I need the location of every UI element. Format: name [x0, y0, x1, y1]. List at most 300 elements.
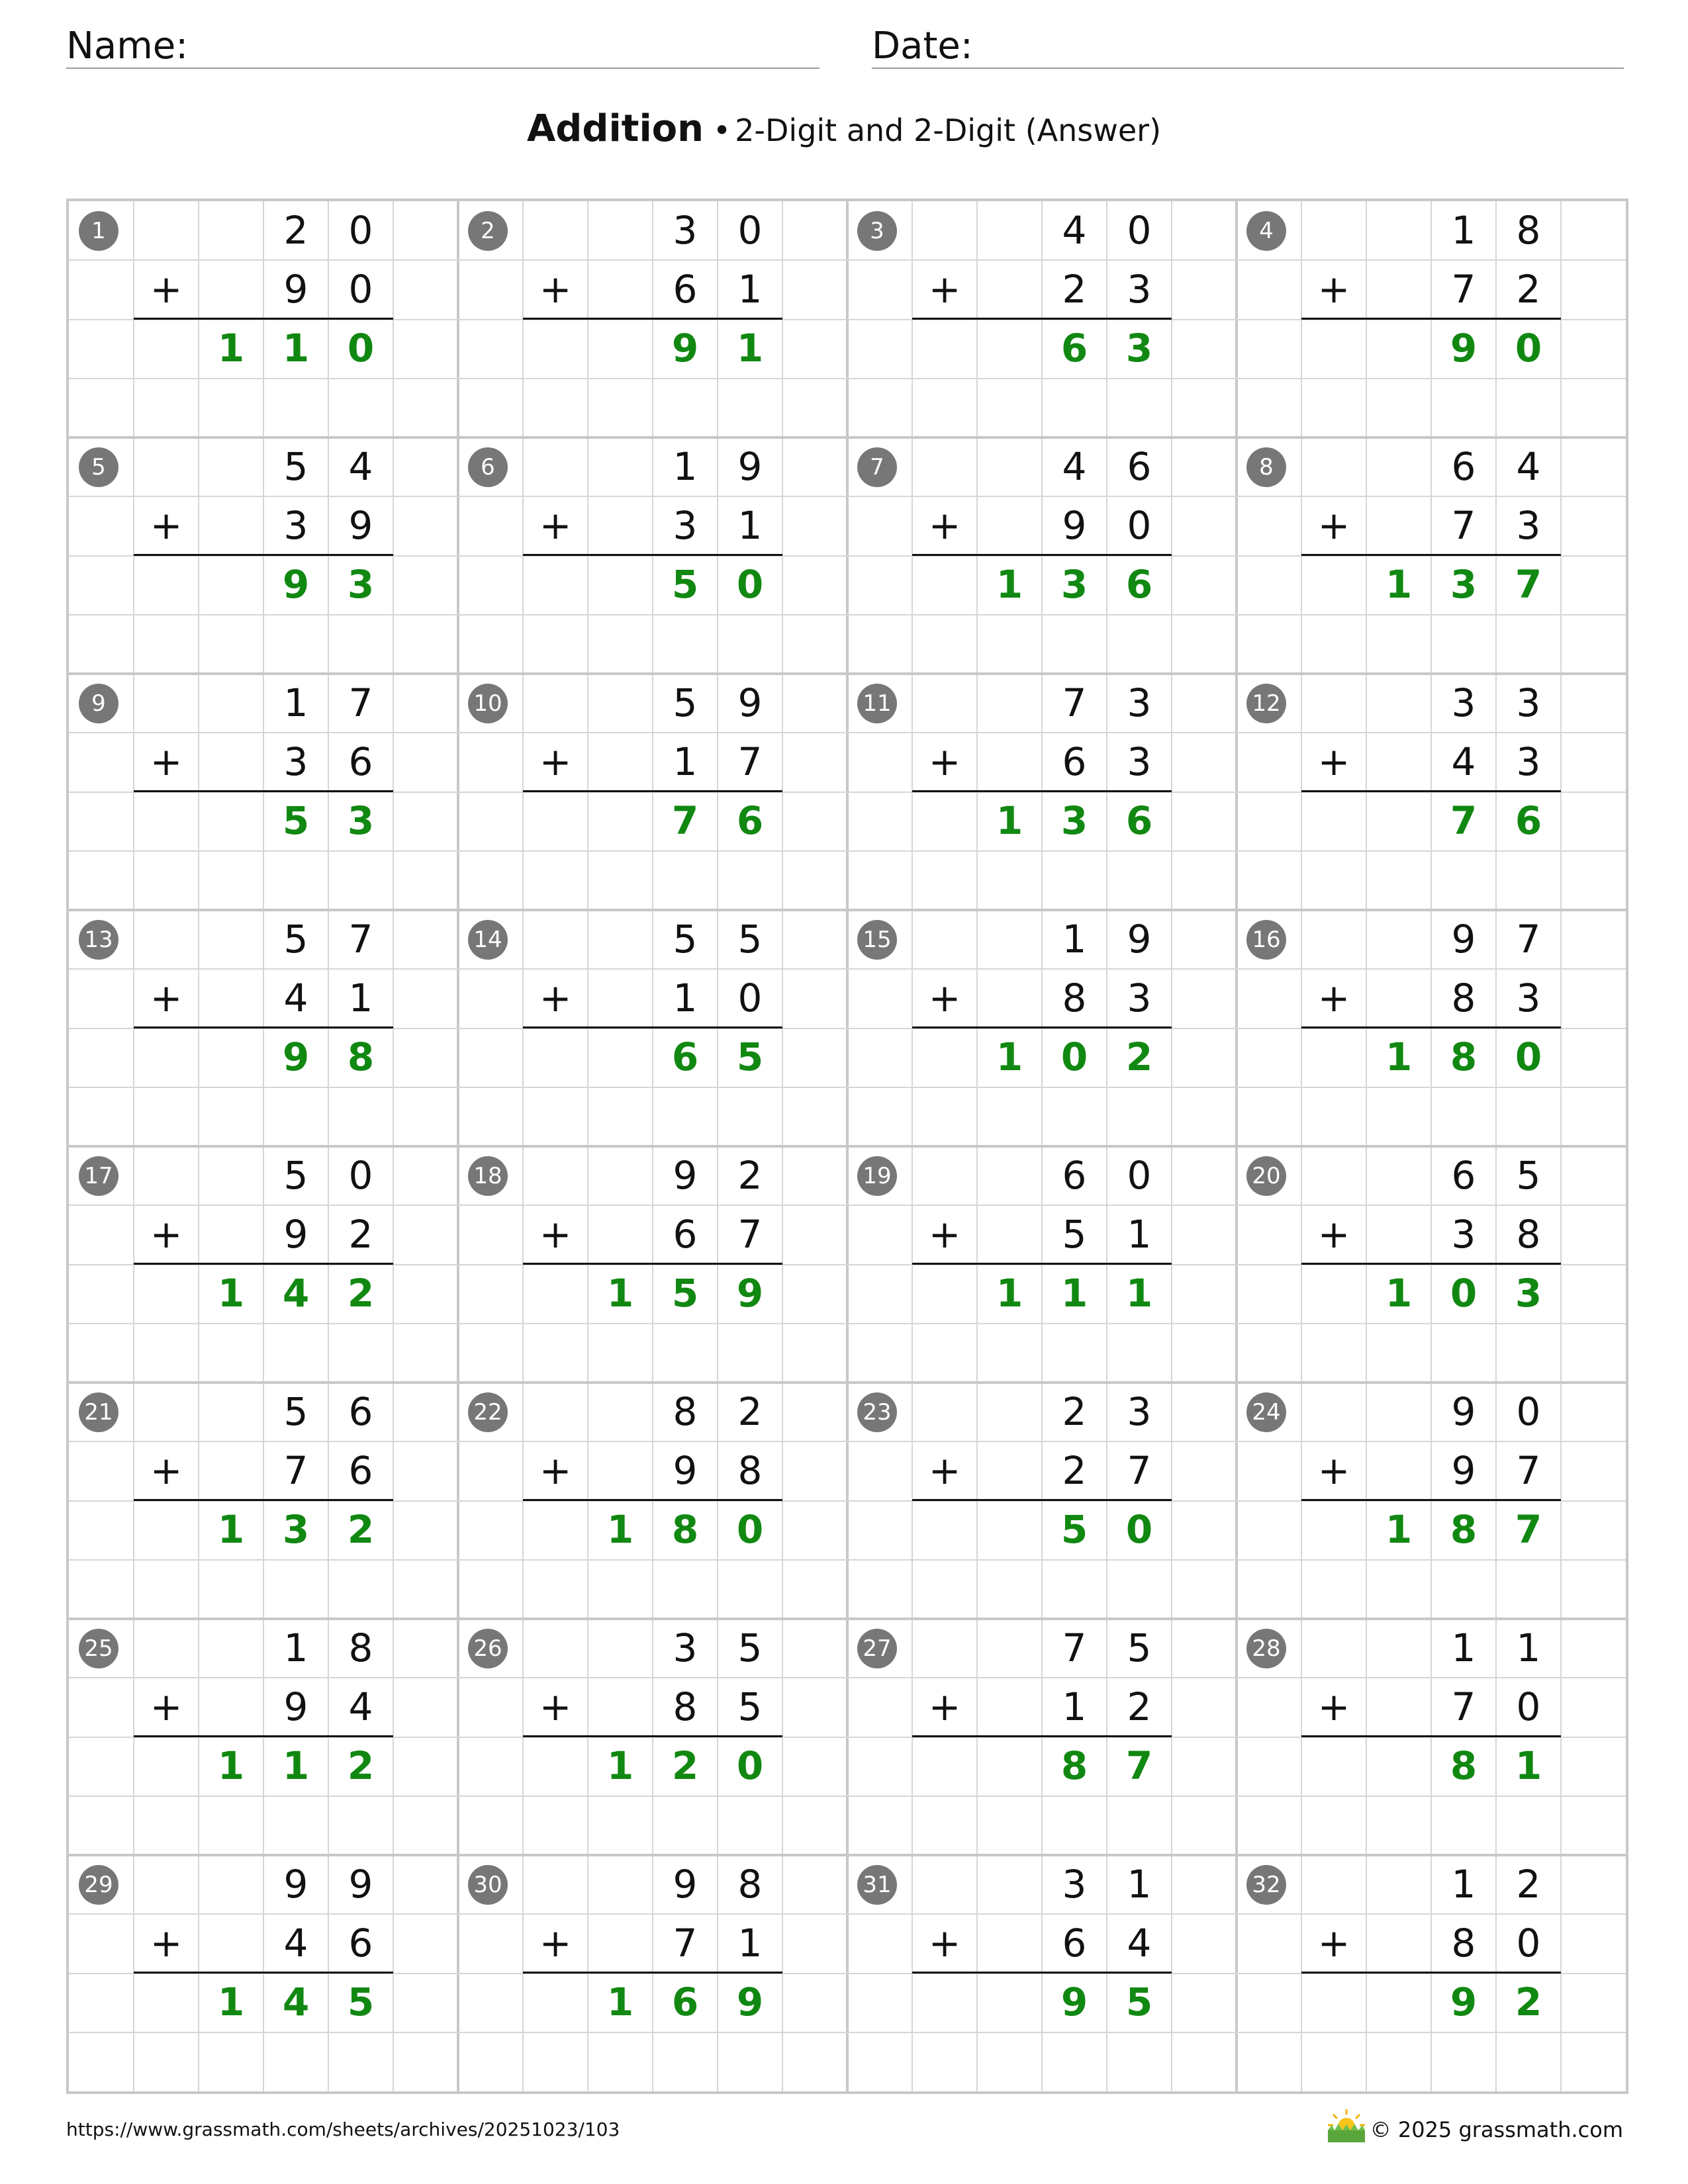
answer-digit: 2: [1125, 1034, 1153, 1079]
problem-13: [69, 910, 458, 1146]
problem-number-badge: 24: [1246, 1392, 1286, 1432]
problem-number-badge: 20: [1246, 1156, 1286, 1196]
answer-digit: 8: [1450, 1743, 1477, 1788]
addend-top-digit: 5: [1127, 1625, 1152, 1670]
answer-digit: 0: [1450, 1271, 1477, 1316]
plus-sign: +: [1317, 1921, 1350, 1966]
addend-top-digit: 2: [737, 1153, 763, 1198]
problem-32: [1237, 1855, 1626, 2091]
answer-digit: 3: [1060, 798, 1088, 843]
plus-sign: +: [1317, 503, 1350, 548]
answer-digit: 1: [217, 1271, 245, 1316]
problem-16: [1237, 910, 1626, 1146]
addend-bottom-digit: 0: [1127, 503, 1152, 548]
addend-bottom-digit: 2: [1062, 1448, 1087, 1493]
addend-bottom-digit: 9: [1062, 503, 1087, 548]
answer-digit: 1: [1125, 1271, 1153, 1316]
answer-digit: 3: [1450, 562, 1477, 607]
addend-top-digit: 1: [283, 680, 308, 725]
addend-bottom-digit: 0: [1516, 1684, 1541, 1729]
name-line: [66, 68, 820, 69]
problem-grid: [66, 199, 1628, 2094]
addend-bottom-digit: 1: [673, 739, 698, 784]
title-main: Addition: [526, 107, 704, 150]
answer-digit: 3: [347, 562, 375, 607]
problem-number-badge: 14: [468, 920, 508, 960]
answer-digit: 8: [347, 1034, 375, 1079]
problem-number-badge: 6: [468, 447, 508, 487]
answer-digit: 1: [217, 1979, 245, 2025]
problem-3: [847, 201, 1237, 437]
addend-top-digit: 1: [283, 1625, 308, 1670]
answer-digit: 6: [1125, 562, 1153, 607]
plus-sign: +: [150, 503, 183, 548]
addend-bottom-digit: 6: [348, 739, 373, 784]
addend-bottom-digit: 6: [673, 267, 698, 312]
addend-bottom-digit: 4: [283, 1921, 308, 1966]
answer-digit: 5: [282, 798, 310, 843]
problem-number-badge: 21: [79, 1392, 118, 1432]
answer-digit: 8: [671, 1507, 699, 1552]
answer-digit: 1: [606, 1743, 634, 1788]
answer-digit: 1: [996, 1034, 1023, 1079]
problem-25: [69, 1619, 458, 1855]
addend-bottom-digit: 1: [737, 1921, 763, 1966]
answer-digit: 0: [1515, 326, 1542, 371]
addend-top-digit: 0: [1516, 1389, 1541, 1434]
name-label: Name:: [66, 24, 189, 68]
plus-sign: +: [150, 739, 183, 784]
addend-top-digit: 9: [1451, 1389, 1476, 1434]
addend-top-digit: 6: [1451, 1153, 1476, 1198]
plus-sign: +: [928, 1921, 961, 1966]
addend-bottom-digit: 9: [283, 1212, 308, 1257]
problem-10: [458, 674, 847, 910]
footer-copyright: © 2025 grassmath.com: [1370, 2117, 1623, 2142]
answer-digit: 3: [1515, 1271, 1542, 1316]
problem-12: [1237, 674, 1626, 910]
plus-sign: +: [539, 503, 572, 548]
addend-bottom-digit: 3: [673, 503, 698, 548]
answer-digit: 9: [282, 1034, 310, 1079]
addend-top-digit: 9: [673, 1862, 698, 1907]
addend-top-digit: 0: [1127, 1153, 1152, 1198]
addend-bottom-digit: 2: [1127, 1684, 1152, 1729]
answer-digit: 1: [996, 798, 1023, 843]
grass-sun-logo-icon: [1325, 2108, 1368, 2145]
answer-digit: 1: [996, 1271, 1023, 1316]
problem-8: [1237, 437, 1626, 674]
problem-number-badge: 25: [79, 1629, 118, 1668]
plus-sign: +: [928, 1448, 961, 1493]
addend-top-digit: 3: [1062, 1862, 1087, 1907]
answer-digit: 1: [1060, 1271, 1088, 1316]
plus-sign: +: [1317, 267, 1350, 312]
plus-sign: +: [539, 1212, 572, 1257]
problem-2: [458, 201, 847, 437]
problem-11: [847, 674, 1237, 910]
answer-digit: 2: [671, 1743, 699, 1788]
plus-sign: +: [928, 267, 961, 312]
answer-digit: 7: [671, 798, 699, 843]
addend-top-digit: 0: [1127, 208, 1152, 253]
answer-digit: 2: [1515, 1979, 1542, 2025]
answer-digit: 5: [1125, 1979, 1153, 2025]
problem-5: [69, 437, 458, 674]
addend-top-digit: 2: [283, 208, 308, 253]
addend-top-digit: 5: [673, 917, 698, 962]
addend-bottom-digit: 7: [737, 739, 763, 784]
addend-top-digit: 4: [1516, 444, 1541, 489]
plus-sign: +: [1317, 1684, 1350, 1729]
addend-top-digit: 9: [1127, 917, 1152, 962]
addend-top-digit: 1: [673, 444, 698, 489]
answer-digit: 1: [606, 1271, 634, 1316]
answer-digit: 1: [282, 1743, 310, 1788]
answer-digit: 3: [1060, 562, 1088, 607]
problem-number-badge: 28: [1246, 1629, 1286, 1668]
addend-top-digit: 4: [1062, 444, 1087, 489]
addend-top-digit: 1: [1127, 1862, 1152, 1907]
addend-bottom-digit: 3: [283, 739, 308, 784]
addend-bottom-digit: 8: [1516, 1212, 1541, 1257]
addend-bottom-digit: 0: [737, 976, 763, 1021]
addend-top-digit: 6: [348, 1389, 373, 1434]
addend-bottom-digit: 3: [1516, 503, 1541, 548]
problem-number-badge: 17: [79, 1156, 118, 1196]
addend-bottom-digit: 8: [1062, 976, 1087, 1021]
answer-digit: 0: [347, 326, 375, 371]
addend-top-digit: 9: [737, 680, 763, 725]
addend-top-digit: 9: [673, 1153, 698, 1198]
plus-sign: +: [150, 1921, 183, 1966]
title-separator: •: [712, 113, 731, 148]
addend-top-digit: 8: [673, 1389, 698, 1434]
answer-digit: 9: [1450, 326, 1477, 371]
addend-bottom-digit: 1: [673, 976, 698, 1021]
addend-bottom-digit: 3: [1516, 976, 1541, 1021]
addend-bottom-digit: 3: [1451, 1212, 1476, 1257]
addend-top-digit: 2: [737, 1389, 763, 1434]
worksheet-title: [0, 106, 1688, 161]
addend-top-digit: 4: [348, 444, 373, 489]
problem-20: [1237, 1146, 1626, 1383]
addend-top-digit: 8: [348, 1625, 373, 1670]
addend-top-digit: 5: [283, 917, 308, 962]
answer-digit: 1: [1385, 1271, 1413, 1316]
answer-digit: 3: [347, 798, 375, 843]
addend-bottom-digit: 3: [283, 503, 308, 548]
problem-number-badge: 4: [1246, 211, 1286, 251]
addend-top-digit: 3: [673, 208, 698, 253]
addend-top-digit: 9: [283, 1862, 308, 1907]
answer-digit: 1: [606, 1979, 634, 2025]
problem-24: [1237, 1383, 1626, 1619]
answer-digit: 6: [1125, 798, 1153, 843]
addend-top-digit: 0: [348, 208, 373, 253]
problem-21: [69, 1383, 458, 1619]
addend-bottom-digit: 1: [737, 267, 763, 312]
addend-bottom-digit: 3: [1516, 739, 1541, 784]
answer-digit: 1: [1385, 1034, 1413, 1079]
addend-bottom-digit: 9: [673, 1448, 698, 1493]
problem-18: [458, 1146, 847, 1383]
addend-top-digit: 0: [737, 208, 763, 253]
answer-digit: 4: [282, 1271, 310, 1316]
addend-bottom-digit: 7: [737, 1212, 763, 1257]
addend-bottom-digit: 8: [1451, 1921, 1476, 1966]
answer-digit: 0: [1125, 1507, 1153, 1552]
date-label: Date:: [872, 24, 973, 68]
answer-digit: 6: [671, 1979, 699, 2025]
problem-29: [69, 1855, 458, 2091]
addend-top-digit: 1: [1451, 1862, 1476, 1907]
answer-digit: 5: [671, 562, 699, 607]
addend-top-digit: 9: [348, 1862, 373, 1907]
problem-14: [458, 910, 847, 1146]
answer-digit: 8: [1060, 1743, 1088, 1788]
answer-digit: 9: [1060, 1979, 1088, 2025]
plus-sign: +: [539, 267, 572, 312]
addend-bottom-digit: 5: [1062, 1212, 1087, 1257]
addend-bottom-digit: 2: [1516, 267, 1541, 312]
answer-digit: 6: [1515, 798, 1542, 843]
problem-17: [69, 1146, 458, 1383]
problem-number-badge: 19: [857, 1156, 897, 1196]
addend-top-digit: 3: [1516, 680, 1541, 725]
plus-sign: +: [1317, 739, 1350, 784]
addend-bottom-digit: 6: [348, 1921, 373, 1966]
addend-bottom-digit: 8: [737, 1448, 763, 1493]
answer-digit: 1: [217, 1743, 245, 1788]
plus-sign: +: [539, 976, 572, 1021]
addend-bottom-digit: 9: [283, 1684, 308, 1729]
addend-bottom-digit: 4: [1127, 1921, 1152, 1966]
addend-top-digit: 5: [283, 444, 308, 489]
addend-bottom-digit: 7: [1451, 503, 1476, 548]
plus-sign: +: [539, 1684, 572, 1729]
answer-digit: 0: [736, 1507, 764, 1552]
answer-digit: 1: [606, 1507, 634, 1552]
answer-digit: 1: [1515, 1743, 1542, 1788]
answer-digit: 1: [217, 326, 245, 371]
footer-url: https://www.grassmath.com/sheets/archives/20251023/103: [66, 2118, 620, 2140]
problem-23: [847, 1383, 1237, 1619]
answer-digit: 7: [1515, 562, 1542, 607]
plus-sign: +: [928, 739, 961, 784]
answer-digit: 7: [1515, 1507, 1542, 1552]
plus-sign: +: [539, 1921, 572, 1966]
addend-bottom-digit: 4: [348, 1684, 373, 1729]
problem-number-badge: 15: [857, 920, 897, 960]
addend-top-digit: 6: [1127, 444, 1152, 489]
addend-top-digit: 7: [1062, 680, 1087, 725]
plus-sign: +: [150, 1684, 183, 1729]
plus-sign: +: [928, 503, 961, 548]
addend-top-digit: 7: [1516, 917, 1541, 962]
answer-digit: 6: [736, 798, 764, 843]
answer-digit: 0: [736, 1743, 764, 1788]
answer-digit: 6: [1060, 326, 1088, 371]
answer-digit: 1: [1385, 562, 1413, 607]
problem-number-badge: 30: [468, 1865, 508, 1905]
addend-top-digit: 5: [737, 1625, 763, 1670]
problem-1: [69, 201, 458, 437]
date-line: [872, 68, 1624, 69]
problem-number-badge: 16: [1246, 920, 1286, 960]
plus-sign: +: [150, 1448, 183, 1493]
answer-digit: 7: [1450, 798, 1477, 843]
answer-digit: 5: [347, 1979, 375, 2025]
problem-number-badge: 7: [857, 447, 897, 487]
addend-bottom-digit: 7: [1127, 1448, 1152, 1493]
plus-sign: +: [1317, 1212, 1350, 1257]
addend-bottom-digit: 7: [1451, 267, 1476, 312]
addend-bottom-digit: 5: [737, 1684, 763, 1729]
answer-digit: 7: [1125, 1743, 1153, 1788]
addend-top-digit: 5: [1516, 1153, 1541, 1198]
problem-6: [458, 437, 847, 674]
plus-sign: +: [150, 976, 183, 1021]
addend-bottom-digit: 1: [348, 976, 373, 1021]
answer-digit: 0: [1060, 1034, 1088, 1079]
problem-15: [847, 910, 1237, 1146]
answer-digit: 2: [347, 1271, 375, 1316]
problem-number-badge: 3: [857, 211, 897, 251]
addend-bottom-digit: 1: [1062, 1684, 1087, 1729]
problem-4: [1237, 201, 1626, 437]
addend-top-digit: 0: [348, 1153, 373, 1198]
plus-sign: +: [928, 976, 961, 1021]
addend-bottom-digit: 4: [283, 976, 308, 1021]
addend-top-digit: 7: [348, 917, 373, 962]
addend-top-digit: 7: [1062, 1625, 1087, 1670]
addend-top-digit: 8: [1516, 208, 1541, 253]
addend-top-digit: 1: [1516, 1625, 1541, 1670]
addend-top-digit: 2: [1062, 1389, 1087, 1434]
problem-28: [1237, 1619, 1626, 1855]
problem-27: [847, 1619, 1237, 1855]
addend-top-digit: 3: [1127, 680, 1152, 725]
addend-top-digit: 8: [737, 1862, 763, 1907]
answer-digit: 2: [347, 1743, 375, 1788]
addend-bottom-digit: 4: [1451, 739, 1476, 784]
plus-sign: +: [150, 267, 183, 312]
problem-7: [847, 437, 1237, 674]
answer-digit: 0: [1515, 1034, 1542, 1079]
problem-number-badge: 18: [468, 1156, 508, 1196]
answer-digit: 5: [736, 1034, 764, 1079]
problem-number-badge: 1: [79, 211, 118, 251]
addend-bottom-digit: 0: [1516, 1921, 1541, 1966]
answer-digit: 4: [282, 1979, 310, 2025]
addend-top-digit: 4: [1062, 208, 1087, 253]
problem-number-badge: 10: [468, 684, 508, 723]
addend-bottom-digit: 3: [1127, 976, 1152, 1021]
problem-19: [847, 1146, 1237, 1383]
addend-bottom-digit: 9: [348, 503, 373, 548]
addend-bottom-digit: 7: [1516, 1448, 1541, 1493]
addend-top-digit: 1: [1451, 1625, 1476, 1670]
addend-top-digit: 3: [1127, 1389, 1152, 1434]
plus-sign: +: [928, 1212, 961, 1257]
addend-top-digit: 1: [1451, 208, 1476, 253]
problem-number-badge: 2: [468, 211, 508, 251]
problem-30: [458, 1855, 847, 2091]
answer-digit: 3: [1125, 326, 1153, 371]
plus-sign: +: [539, 739, 572, 784]
answer-digit: 8: [1450, 1507, 1477, 1552]
addend-bottom-digit: 7: [283, 1448, 308, 1493]
addend-bottom-digit: 8: [1451, 976, 1476, 1021]
addend-bottom-digit: 9: [283, 267, 308, 312]
problem-22: [458, 1383, 847, 1619]
answer-digit: 3: [282, 1507, 310, 1552]
problem-number-badge: 8: [1246, 447, 1286, 487]
addend-top-digit: 5: [673, 680, 698, 725]
problem-number-badge: 32: [1246, 1865, 1286, 1905]
problem-26: [458, 1619, 847, 1855]
problem-number-badge: 27: [857, 1629, 897, 1668]
addend-bottom-digit: 1: [1127, 1212, 1152, 1257]
problem-number-badge: 23: [857, 1392, 897, 1432]
addend-top-digit: 2: [1516, 1862, 1541, 1907]
answer-digit: 5: [1060, 1507, 1088, 1552]
answer-digit: 6: [671, 1034, 699, 1079]
answer-digit: 0: [736, 562, 764, 607]
answer-digit: 9: [736, 1979, 764, 2025]
addend-top-digit: 6: [1062, 1153, 1087, 1198]
answer-digit: 1: [996, 562, 1023, 607]
problem-number-badge: 9: [79, 684, 118, 723]
problem-number-badge: 22: [468, 1392, 508, 1432]
problem-number-badge: 31: [857, 1865, 897, 1905]
answer-digit: 1: [1385, 1507, 1413, 1552]
addend-bottom-digit: 6: [1062, 1921, 1087, 1966]
problem-31: [847, 1855, 1237, 2091]
answer-digit: 9: [1450, 1979, 1477, 2025]
answer-digit: 9: [282, 562, 310, 607]
answer-digit: 1: [217, 1507, 245, 1552]
addend-top-digit: 1: [1062, 917, 1087, 962]
answer-digit: 2: [347, 1507, 375, 1552]
addend-top-digit: 9: [737, 444, 763, 489]
addend-bottom-digit: 7: [1451, 1684, 1476, 1729]
plus-sign: +: [1317, 976, 1350, 1021]
plus-sign: +: [928, 1684, 961, 1729]
addend-bottom-digit: 3: [1127, 739, 1152, 784]
addend-bottom-digit: 8: [673, 1684, 698, 1729]
problem-number-badge: 29: [79, 1865, 118, 1905]
problem-9: [69, 674, 458, 910]
addend-bottom-digit: 0: [348, 267, 373, 312]
answer-digit: 1: [736, 326, 764, 371]
addend-top-digit: 3: [1451, 680, 1476, 725]
addend-bottom-digit: 1: [737, 503, 763, 548]
addend-top-digit: 6: [1451, 444, 1476, 489]
answer-digit: 9: [736, 1271, 764, 1316]
addend-bottom-digit: 7: [673, 1921, 698, 1966]
addend-top-digit: 9: [1451, 917, 1476, 962]
answer-digit: 8: [1450, 1034, 1477, 1079]
addend-top-digit: 5: [283, 1153, 308, 1198]
plus-sign: +: [150, 1212, 183, 1257]
problem-number-badge: 5: [79, 447, 118, 487]
plus-sign: +: [1317, 1448, 1350, 1493]
addend-bottom-digit: 6: [673, 1212, 698, 1257]
addend-top-digit: 5: [737, 917, 763, 962]
addend-bottom-digit: 3: [1127, 267, 1152, 312]
